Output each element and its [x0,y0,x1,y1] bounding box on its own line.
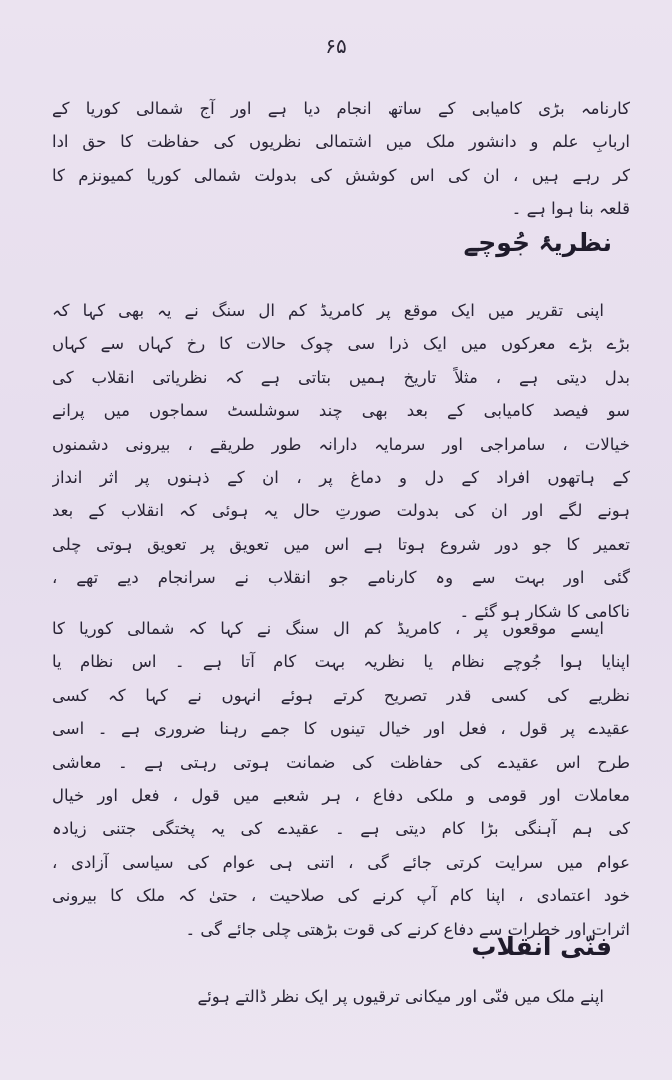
text-line: طرح اس عقیدے کی حفاظت کی ضمانت ہوتی رہتی ہے ۔ معاشی [52,752,630,772]
text-line: اپنے ملک میں فنّی اور میکانی ترقیوں پر ایک نظر ڈالتے ہوئے [197,987,604,1006]
text-line: اپنی تقریر میں ایک موقع پر کامریڈ کم ال سنگ نے یہ بھی کہا کہ [52,301,604,320]
text-line: بدل دیتی ہے ، مثلاً تاریخ ہمیں بتاتی ہے کہ نظریاتی انقلاب کی [52,367,630,387]
text-line: خیالات ، سامراجی اور سرمایہ دارانہ طور طریقے ، بیرونی دشمنوں [52,434,630,454]
text-line: ناکامی کا شکار ہو گئے ۔ [459,601,630,621]
paragraph-4 [52,980,630,1013]
section-heading-technical-revolution: فنّی انقلاب [471,932,612,961]
section-heading-juche: نظریۂ جُوچے [463,228,612,257]
text-line: قلعہ بنا ہوا ہے ۔ [511,199,630,219]
text-line: کر رہے ہیں ، ان کی اس کوشش کی بدولت شمالی کوریا کمیونزم کا [52,165,630,185]
text-line: اثرات اور خطرات سے دفاع کرنے کی قوت بڑھتی چلی جائے گی ۔ [185,919,630,939]
text-line: سو فیصد کامیابی کے بعد بھی چند سوشلسٹ سماجوں میں پرانے [52,401,630,421]
text-line: نظریے کی کسی قدر تصریح کرتے ہوئے انہوں نے کہا کہ کسی [52,685,630,705]
text-line: گئی اور بہت سے وہ کارنامے جو انقلاب نے سرانجام دیے تھے ، [52,568,630,588]
text-line: کی ہم آہنگی بڑا کام دیتی ہے ۔ عقیدے کی یہ پختگی جتنی زیادہ [52,819,630,839]
page-number: ۶۵ [325,34,347,58]
text-line: ایسے موقعوں پر ، کامریڈ کم ال سنگ نے کہا کہ شمالی کوریا کا [52,619,604,638]
paragraph-3 [52,612,630,946]
text-line: ہونے لگے اور ان کی بدولت صورتِ حال یہ ہوئی کہ انقلاب کے بعد [52,501,630,521]
text-line: کارنامہ بڑی کامیابی کے ساتھ انجام دیا ہے اور آج شمالی کوریا کے [52,99,630,118]
text-line: خود اعتمادی ، اپنا کام آپ کرنے کی صلاحیت ، حتیٰ کہ ملک کا بیرونی [52,886,630,906]
text-line: معاملات اور قومی و ملکی دفاع ، ہر شعبے میں قول ، فعل اور خیال [52,785,630,805]
text-line: تعمیر کا جو دور شروع ہوتا ہے اس میں تعویق پر تعویق ہوتی چلی [52,534,630,554]
text-line: اربابِ علم و دانشور ملک میں اشتمالی نظریوں کی حفاظت کا حق ادا [52,132,630,152]
text-line: اپنایا ہوا جُوچے نظام یا نظریہ بہت کام آتا ہے ۔ اس نظام یا [52,652,630,672]
text-line: عوام میں سرایت کرتی جائے گی ، اتنی ہی عوام کی سیاسی آزادی ، [52,852,630,872]
text-line: بڑے بڑے معرکوں میں ایک ذرا سی چوک حالات کا رخ کہاں سے کہاں [52,334,630,354]
text-line: عقیدے پر قول ، فعل اور خیال تینوں کا جمے رہنا ضروری ہے ۔ اسی [52,719,630,739]
paragraph-2 [52,294,630,628]
text-line: کے ہاتھوں افراد کے دل و دماغ پر ، ان کے ذہنوں پر اثر انداز [52,467,630,487]
paragraph-1 [52,92,630,226]
